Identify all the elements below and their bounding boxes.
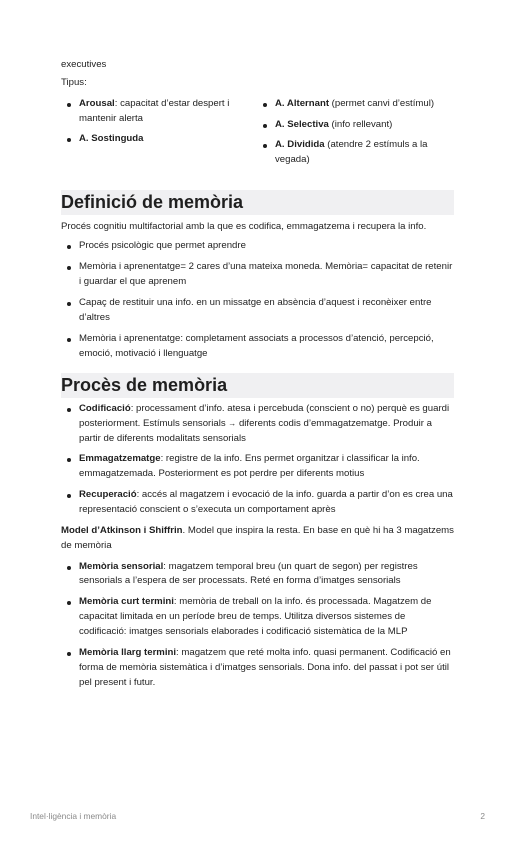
- definition: : capacitat d’estar despert i mantenir alerta: [79, 97, 230, 124]
- term: Memòria sensorial: [79, 560, 164, 572]
- definition: (info rellevant): [328, 118, 393, 130]
- term: A. Selectiva: [275, 118, 329, 130]
- footer-title: Intel·ligència i memòria: [30, 811, 117, 821]
- document-page: [61, 58, 454, 696]
- list-item: [61, 452, 454, 482]
- term: Codificació: [79, 402, 131, 414]
- list-item: Memòria i aprenentatge: completament associats a processos d’atenció, percepció, emoció, motivació i llenguatge: [61, 332, 454, 362]
- types-left-list: [61, 97, 257, 174]
- list-item: [61, 402, 454, 447]
- definition: : accés al magatzem i evocació de la info. guarda a partir d’on es crea una representació conscient o s’executa un comportament après: [79, 489, 453, 515]
- list-item: Capaç de restituir una info. en un missatge en absència d’aquest i reconèixer entre d’altres: [61, 296, 454, 326]
- term: Recuperació: [79, 489, 137, 501]
- definition: diferents codis d’emmagatzematge. Produir a partir de diferents modalitats sensorials: [79, 417, 432, 444]
- attention-types: [61, 97, 454, 174]
- term: Memòria curt termini: [79, 596, 174, 608]
- list-item: Procés psicològic que permet aprendre: [61, 239, 454, 254]
- list-item: Memòria i aprenentatge= 2 cares d’una mateixa moneda. Memòria= capacitat de retenir i guardar el que aprenem: [61, 260, 454, 290]
- section-heading: Procès de memòria: [61, 373, 454, 397]
- list-item: [61, 97, 257, 127]
- definition: : magatzem que reté molta info. quasi permanent. Codificació en forma de memòria sistemàtica i d’imatges sensorials. Dona info. del passat i pot ser útil pel present i futur.: [79, 646, 451, 688]
- term: Model d’Atkinson i Shiffrin: [61, 524, 183, 536]
- term: A. Alternant: [275, 97, 330, 109]
- list-item: [257, 97, 454, 112]
- continued-text: executives: [61, 59, 107, 70]
- definition: : processament d’info. atesa i percebuda (conscient o no) perquè es guardi posteriorment. Estímuls sensorials: [79, 402, 450, 429]
- term: A. Dividida: [275, 139, 325, 151]
- list-item: [61, 595, 454, 640]
- definition-list: [61, 239, 454, 361]
- term: Arousal: [79, 97, 115, 109]
- definition: : registre de la info. Ens permet organitzar i classificar la info. emmagatzemada. Posteriorment es pot perdre per diferents motius: [79, 453, 420, 480]
- term: Memòria llarg termini: [79, 646, 177, 658]
- page-number: 2: [480, 811, 485, 821]
- list-item: [61, 646, 454, 691]
- term: A. Sostinguda: [79, 133, 144, 145]
- list-item: [61, 560, 454, 590]
- arrow-icon: →: [228, 418, 237, 428]
- list-item: [61, 132, 257, 147]
- list-item: [61, 488, 454, 518]
- types-label: Tipus:: [61, 76, 87, 88]
- paragraph: [61, 524, 454, 554]
- process-list: [61, 402, 454, 518]
- term: Emmagatzematge: [79, 453, 161, 465]
- section-heading: Definició de memòria: [61, 190, 454, 214]
- paragraph: Procés cognitiu multifactorial amb la que es codifica, emmagatzema i recupera la info.: [61, 220, 427, 232]
- list-item: [257, 138, 454, 168]
- definition: : magatzem temporal breu (un quart de segon) per registres sensorials a l’espera de ser processats. Reté en forma d’imatges sensorials: [79, 560, 418, 587]
- list-item: [257, 118, 454, 133]
- definition: : memòria de treball on la info. és processada. Magatzem de capacitat limitada en un període breu de temps. Utilitza diversos sistemes de codificació: imatges sensorials elaborades i codificació sistemàtica de la MLP: [79, 596, 432, 637]
- memory-stores-list: [61, 560, 454, 691]
- definition: . Model que inspira la resta. En base en què hi ha 3 magatzems de memòria: [61, 524, 454, 551]
- page-footer: [30, 810, 485, 823]
- types-right-list: [257, 97, 454, 174]
- definition: (permet canvi d’estímul): [329, 97, 435, 109]
- definition: (atendre 2 estímuls a la vegada): [275, 139, 428, 166]
